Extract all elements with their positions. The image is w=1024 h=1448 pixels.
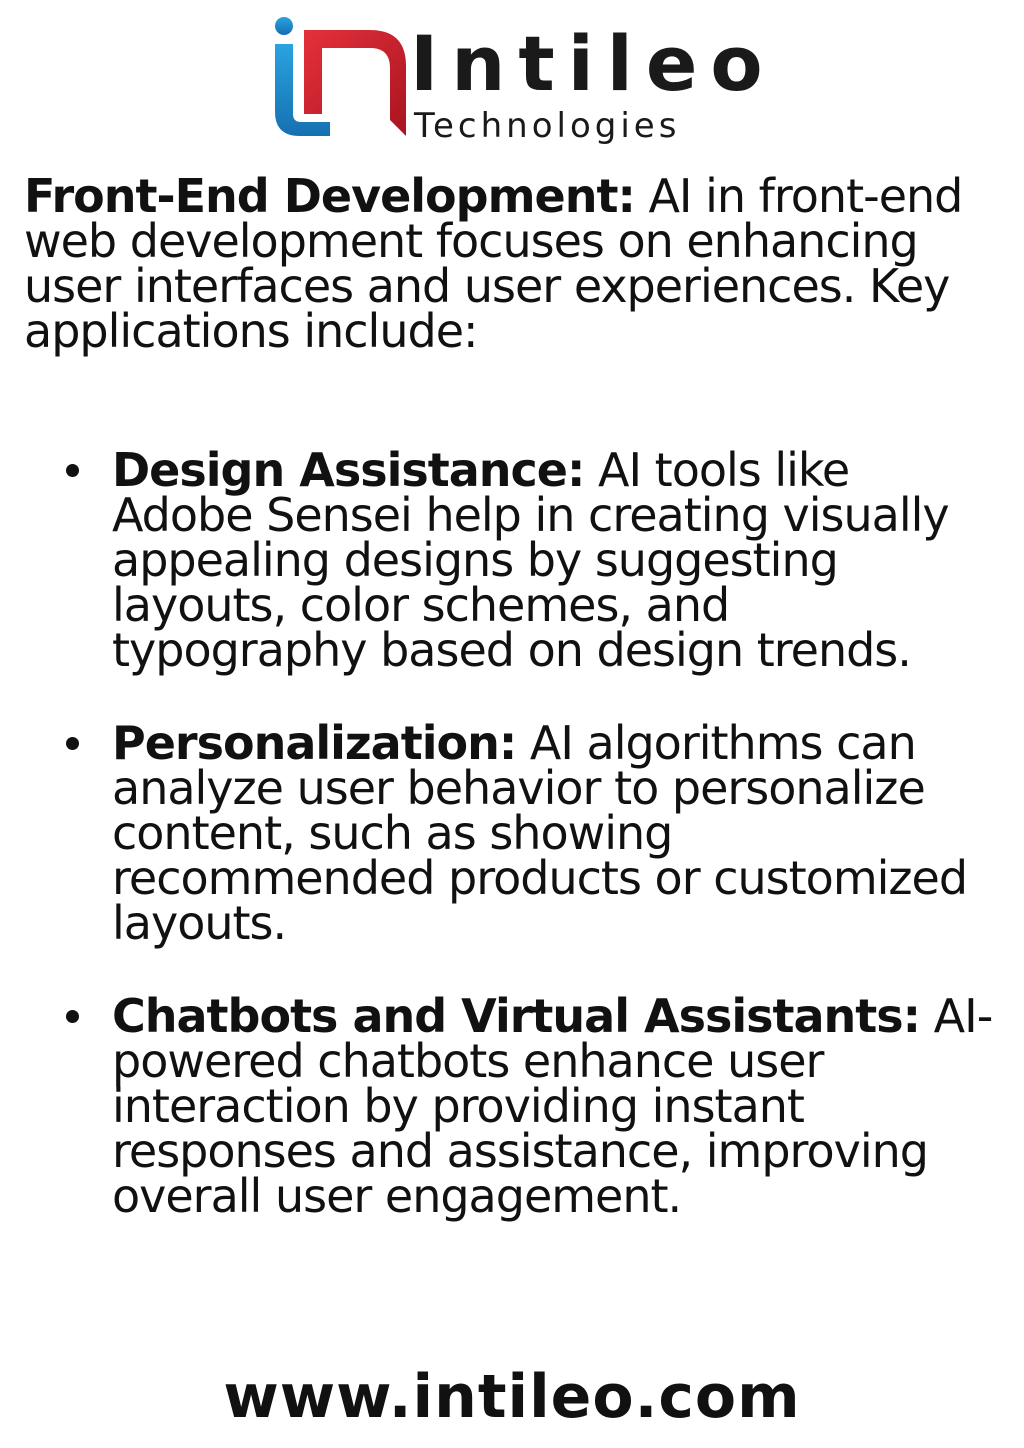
bullet-title: Personalization:	[112, 716, 517, 770]
list-item	[112, 443, 997, 677]
bullet-text: AI tools like Adobe Sensei help in creating visually appealing designs by suggesting layouts, color schemes, and typography based on design trends.	[112, 443, 949, 677]
list-item	[112, 989, 997, 1223]
intro-lead: Front-End Development:	[24, 169, 635, 223]
list-item	[112, 716, 997, 950]
website-url: www.intileo.com	[223, 1362, 801, 1432]
bullet-title: Design Assistance:	[112, 443, 585, 497]
intileo-logo-icon	[270, 16, 415, 146]
bullet-text: AI algorithms can analyze user behavior to personalize content, such as showing recommended products or customized layouts.	[112, 716, 968, 950]
intro-text: AI in front-end web development focuses on enhancing user interfaces and user experiences. Key applications include:	[24, 169, 963, 358]
intro-paragraph	[24, 169, 999, 358]
applications-list	[112, 443, 997, 1267]
bullet-text: AI-powered chatbots enhance user interaction by providing instant responses and assistance, improving overall user engagement.	[112, 989, 993, 1223]
brand-logo	[270, 16, 776, 146]
bullet-title: Chatbots and Virtual Assistants:	[112, 989, 921, 1043]
brand-name: Intileo	[410, 19, 776, 108]
brand-tagline: Technologies	[414, 106, 681, 146]
